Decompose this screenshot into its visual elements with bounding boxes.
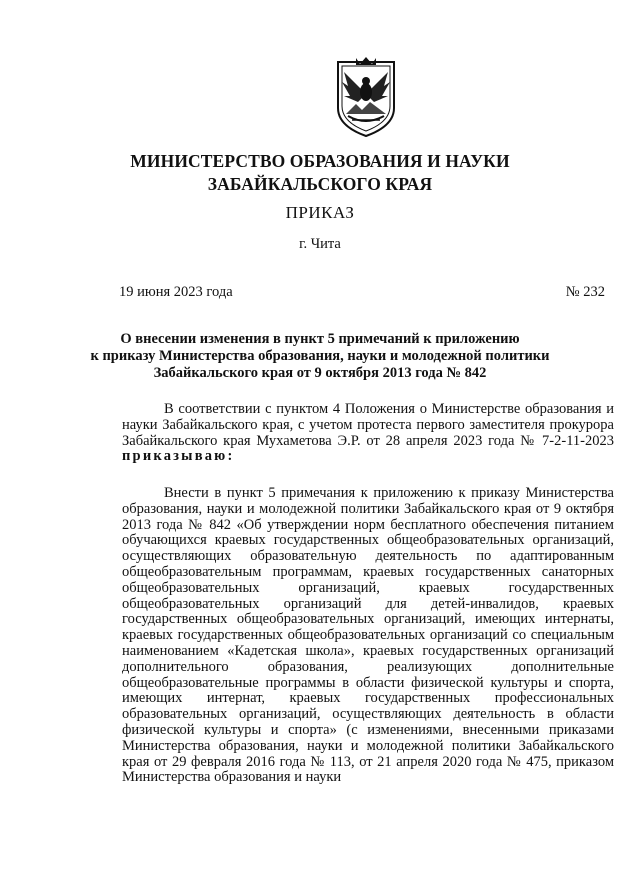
ministry-name-line2: ЗАБАЙКАЛЬСКОГО КРАЯ <box>207 174 433 194</box>
preamble-text: В соответствии с пунктом 4 Положения о Министерстве образования и науки Забайкальского края, с учетом протеста первого заместителя прокурора Забайкальского края Мухаметова Э.Р. от 28 апреля 2023 года № 7-2-11-2023 <box>122 401 614 449</box>
title-line3: Забайкальского края от 9 октября 2013 года № 842 <box>153 365 487 381</box>
preamble-paragraph <box>122 402 614 465</box>
document-date: 19 июня 2023 года <box>119 284 233 300</box>
coat-of-arms-emblem <box>330 56 402 138</box>
document-number: № 232 <box>565 284 605 300</box>
document-title <box>0 331 640 382</box>
title-line1: О внесении изменения в пункт 5 примечаний к приложению <box>120 331 520 347</box>
ministry-name <box>0 150 640 196</box>
document-type: ПРИКАЗ <box>285 203 355 222</box>
order-paragraph: Внести в пункт 5 примечания к приложению к приказу Министерства образования, науки и молодежной политики Забайкальского края от 9 октября 2013 года № 842 «Об утверждении норм бесплатного обеспечения питанием обучающихся краевых государственных общеобразовательных организаций, осуществляющих образовательную деятельность по адаптированным общеобразовательным программам, краевых государственных санаторных общеобразовательных организаций, краевых государственных общеобразовательных организаций для детей-инвалидов, краевых государственных общеобразовательных организаций, имеющих интернаты, краевых государственных общеобразовательных организаций со специальным наименованием «Кадетская школа», краевых государственных организаций дополнительного образования, реализующих дополнительные общеобразовательные программы в области физической культуры и спорта, имеющих интернат, краевых государственных профессиональных образовательных организаций, осуществляющих деятельность в области физической культуры и спорта» (с изменениями, внесенными приказами Министерства образования, науки и молодежной политики Забайкальского края от 29 февраля 2016 года № 113, от 21 апреля 2020 года № 475, приказом Министерства образования и науки <box>122 485 614 786</box>
order-word: приказываю: <box>122 448 235 465</box>
city: г. Чита <box>299 236 341 252</box>
ministry-name-line1: МИНИСТЕРСТВО ОБРАЗОВАНИЯ И НАУКИ <box>130 151 510 171</box>
title-line2: к приказу Министерства образования, науки и молодежной политики <box>90 348 550 364</box>
